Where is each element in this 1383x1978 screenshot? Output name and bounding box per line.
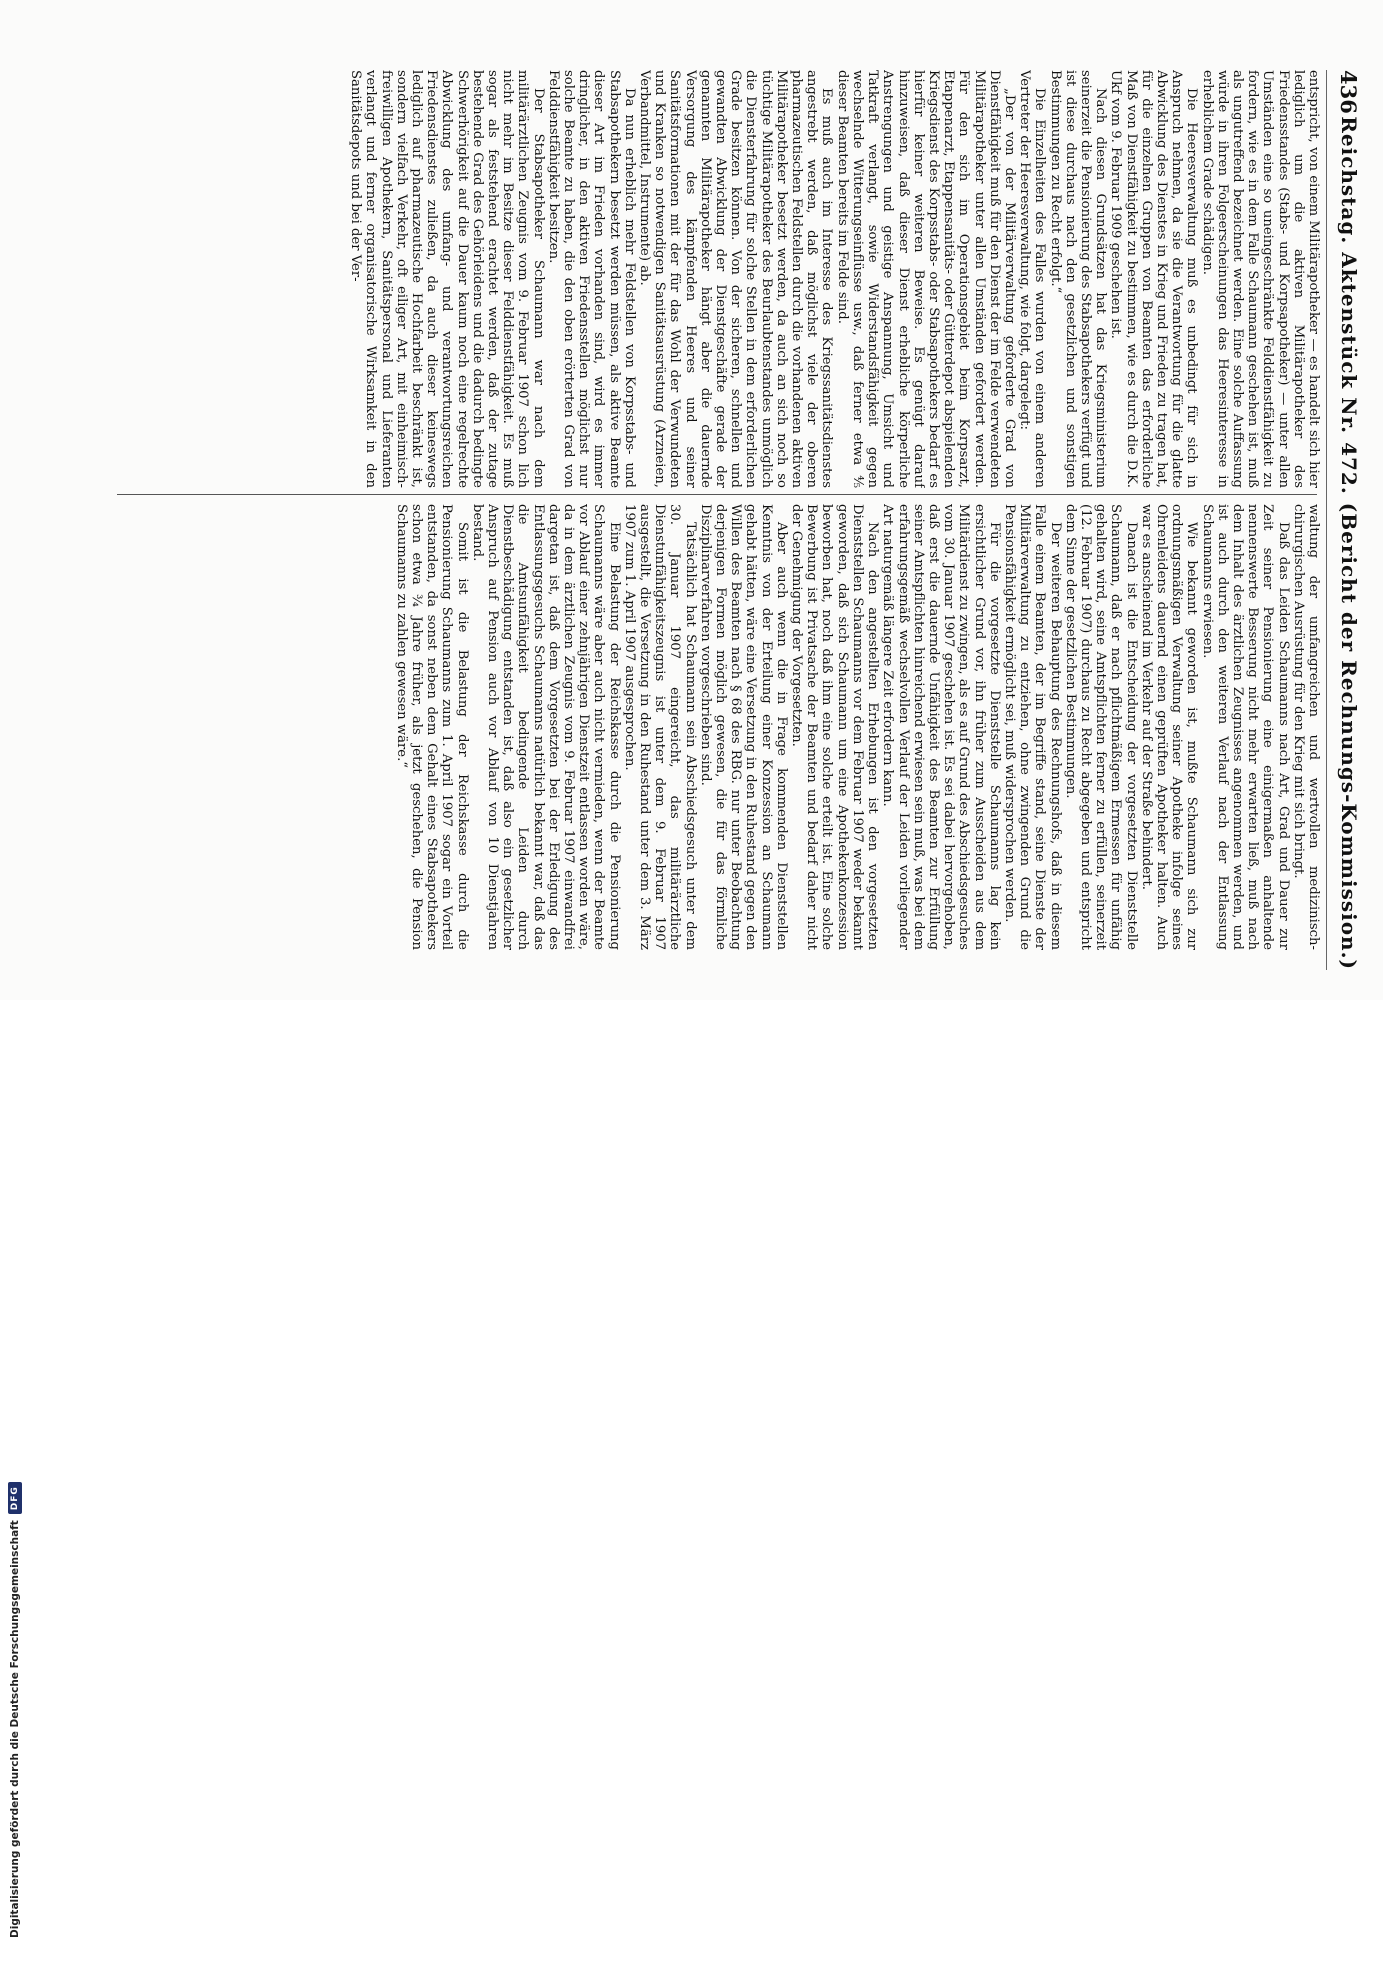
left-column	[111, 70, 1321, 488]
paragraph: Es muß auch im Interesse des Kriegssanitätsdienstes angestrebt werden, daß möglichst viele der oberen pharmazeutischen Feldstellen durch die vorhandenen aktiven Militärapotheker besetzt werden, da auch an sich noch so tüchtige Militärapotheker des Beurlaubtenstandes unmöglich die Diensterfahrung für solche Stellen in dem erforderlichen Grade besitzen können. Von der sicheren, schnellen und gewandten Abwicklung der Dienstgeschäfte gerade der genannten Militärapotheker hängt aber die dauernde Versorgung des kämpfenden Heeres und seiner Sanitätsformationen mit der für das Wohl der Verwundeten und Kranken so notwendigen Sanitätsausrüstung (Arzneien, Verbandmittel, Instrumente) ab.	[637, 70, 835, 488]
paragraph: Der weiteren Behauptung des Rechnungshofs, daß in diesem Falle einem Beamten, der im Begriffe stand, seine Dienste der Militärverwaltung zu entziehen, ohne zwingenden Grund die Pensionsfähigkeit ermöglicht sei, muß widersprochen werden.	[1001, 504, 1063, 950]
digitization-footer	[0, 0, 28, 1938]
paragraph: Nach diesen Grundsätzen hat das Kriegsministerium seinerzeit die Pensionierung des Stabsapothekers verfügt und ist diese durchaus nach den gesetzlichen und sonstigen Bestimmungen zu Recht erfolgt.“	[1047, 70, 1109, 488]
page-header	[1326, 70, 1371, 970]
paragraph: Die Einzelheiten des Falles wurden von einem anderen Vertreter der Heeresverwaltung, wie folgt, dargelegt:	[1017, 70, 1048, 488]
paragraph: Nach den angestellten Erhebungen ist den vorgesetzten Dienststellen Schaumanns vor dem Februar 1907 weder bekannt geworden, daß sich Schaumann um eine Apothekenkonzession beworben hat, noch daß ihm eine solche erteilt ist. Eine solche Bewerbung ist Privatsache der Beamten und bedarf daher nicht der Genehmigung der Vorgesetzten.	[789, 504, 881, 950]
paragraph: Der Stabsapotheker Schaumann war nach dem militärärztlichen Zeugnis vom 9. Februar 1907 schon lich nicht mehr im Besitze dieser Felddienstfähigkeit. Es muß sogar als feststehend erachtet werden, daß der zutage bestehende Grad des Gehörleidens und die dadurch bedingte Schwerhörigkeit auf die Dauer kaum noch eine regelrechte Abwicklung des umfang- und verantwortungsreichen Friedensdienstes zuließen, da auch dieser keineswegs lediglich auf pharmazeutische Hochfarbeit beschränkt ist, sondern vielfach Verkehr, oft eiliger Art, mit einheimisch-freiwilligen Apothekern, Sanitätspersonal und Lieferanten verlangt und ferner organisatorische Wirksamkeit in den Sanitätsdepots und bei der Ver-	[348, 70, 546, 488]
paragraph: Tatsächlich hat Schaumann sein Abschiedsgesuch unter dem 30. Januar 1907 eingereicht, das militärärztliche Dienstunfähigkeitszeugnis ist unter dem 9. Februar 1907 ausgestellt, die Versetzung in den Ruhestand unter dem 3. März 1907 zum 1. April 1907 ausgesprochen.	[621, 504, 698, 950]
column-divider	[117, 494, 1317, 495]
paragraph: „Der von der Militärverwaltung geforderte Grad von Dienstfähigkeit muß für den Dienst der im Felde verwendeten Militärapotheker unter allen Umständen gefordert werden. Für den sich im Operationsgebiet beim Korpsarzt, Etappenarzt, Etappensanitäts- oder Gütterdepot abspielenden Kriegsdienst des Korpsstabs- oder Stabsapothekers bedarf es hierfür keiner weiteren Beweise. Es genügt darauf hinzuweisen, daß dieser Dienst erhebliche körperliche Anstrengungen und geistige Anspannung, Umsicht und Tatkraft verlangt, sowie Widerstandsfähigkeit gegen wechselnde Witterungseinflüsse usw., daß ferner etwa ⅘ dieser Beamten bereits im Felde sind.	[834, 70, 1017, 488]
paragraph: entspricht, von einem Militärapotheker — es handelt sich hier lediglich um die aktiven Militärapotheker des Friedensstandes (Stabs- und Korpsapotheker) — unter allen Umständen eine so uneingeschränkte Felddienstfähigkeit zu fordern, wie es in dem Falle Schaumann geschehen ist, muß als ungutreffend bezeichnet werden. Eine solche Auffassung würde in ihren Folgeerscheinungen das Heeresinteresse in erheblichem Grade schädigen.	[1199, 70, 1321, 488]
paragraph: Für die vorgesetzte Dienststelle Schaumanns lag kein ersichtlicher Grund vor, ihn früher zum Ausscheiden aus dem Militärdienst zu zwingen, als es auf Grund des Abschiedsgesuches vom 30. Januar 1907 geschehen ist. Es sei dabei hervorgehoben, daß erst die dauernde Unfähigkeit des Beamten zur Erfüllung seiner Amtspflichten hinreichend erwiesen sein muß, was bei dem erfahrungsgemäß wechselvollen Verlauf der Leiden vorliegender Art naturgemäß längere Zeit erfordern kann.	[880, 504, 1002, 950]
dfg-logo: DFG	[8, 1482, 22, 1514]
page-number: 436	[1336, 70, 1362, 114]
footer-line	[4, 938, 26, 1978]
paragraph: Wie bekannt geworden ist, mußte Schaumann sich zur ordnungsmäßigen Verwaltung seiner Apotheke infolge seines Ohrenleidens dauernd einen geprüften Apotheker halten. Auch war es anscheinend im Verkehr auf der Straße behindert.	[1138, 504, 1200, 950]
paragraph: Da nun erheblich mehr Feldstellen von Korpsstabs- und Stabsapothekern besetzt werden müssen, als aktive Beamte dieser Art im Frieden vorhanden sind, wird es immer dringlicher, in den aktiven Friedensstellen möglichst nur solche Beamte zu haben, die den oben erörterten Grad von Felddienstfähigkeit besitzen.	[545, 70, 637, 488]
paragraph: Somit ist die Belastung der Reichskasse durch die Pensionierung Schaumanns zum 1. April 1907 sogar ein Vorteil entstanden, da sonst neben dem Gehalt eines Stabsapothekers schon etwa ¾ Jahre früher, als jetzt geschehen, die Pension Schaumanns zu zahlen gewesen wäre.“	[393, 504, 470, 950]
paragraph: Die Heeresverwaltung muß es unbedingt für sich in Anspruch nehmen, da sie die Verantwortung für die glatte Abwicklung des Dienstes in Krieg und Frieden zu tragen hat, für die einzelnen Gruppen von Beamten das erforderliche Maß von Dienstfähigkeit zu bestimmen, wie es durch die D.K. Ukf vom 9. Februar 1909 geschehen ist.	[1108, 70, 1200, 488]
paragraph: Danach ist die Entscheidung der vorgesetzten Dienststelle Schaumann, daß er nach pflichtmäßigem Ermessen für unfähig gehalten wird, seine Amtspflichten ferner zu erfüllen, seinerzeit (12. Februar 1907) durchaus zu Recht abgegeben und entspricht dem Sinne der gesetzlichen Bestimmungen.	[1062, 504, 1139, 950]
page-title: Reichstag. Aktenstück Nr. 472. (Bericht der Rechnungs-Kommission.)	[1337, 116, 1361, 970]
footer-credit: Digitalisierung gefördert durch die Deutsche Forschungsgemeinschaft	[9, 1520, 21, 1938]
paragraph: Aber auch wenn die in Frage kommenden Dienststellen Kenntnis von der Erteilung einer Konzession an Schaumann gehabt hätten, wäre eine Versetzung in den Ruhestand gegen den Willen des Beamten nach § 68 des RBG. nur unter Beobachtung derjenigen Formen möglich gewesen, die für das förmliche Disziplinarverfahren vorgeschrieben sind.	[697, 504, 789, 950]
paragraph: waltung der umfangreichen und wertvollen medizinisch-chirurgischen Ausrüstung für den Krieg mit sich bringt.	[1290, 504, 1321, 950]
paragraph: Eine Belastung der Reichskasse durch die Pensionierung Schaumanns wäre aber auch nicht vermieden, wenn der Beamte vor Ablauf einer zehnjährigen Dienstzeit entlassen worden wäre, da in dem ärztlichen Zeugnis vom 9. Februar 1907 einwandfrei dargetan ist, daß dem Vorgesetzten bei der Erledigung des Entlassungsgesuchs Schaumanns natürlich bekannt war, daß das die Amtsunfähigkeit bedingende Leiden durch Dienstbeschädigung entstanden ist, daß also ein gesetzlicher Anspruch auf Pension auch vor Ablauf von 10 Dienstjahren bestand.	[469, 504, 622, 950]
right-column	[111, 504, 1321, 950]
paragraph: Daß das Leiden Schaumanns nach Art, Grad und Dauer zur Zeit seiner Pensionierung eine einigermaßen anhaltende nennenswerte Besserung nicht mehr erwarten ließ, muß nach dem Inhalt des ärztlichen Zeugnisses angenommen werden, und ist auch durch den weiteren Verlauf nach der Entlassung Schaumanns erwiesen.	[1199, 504, 1291, 950]
